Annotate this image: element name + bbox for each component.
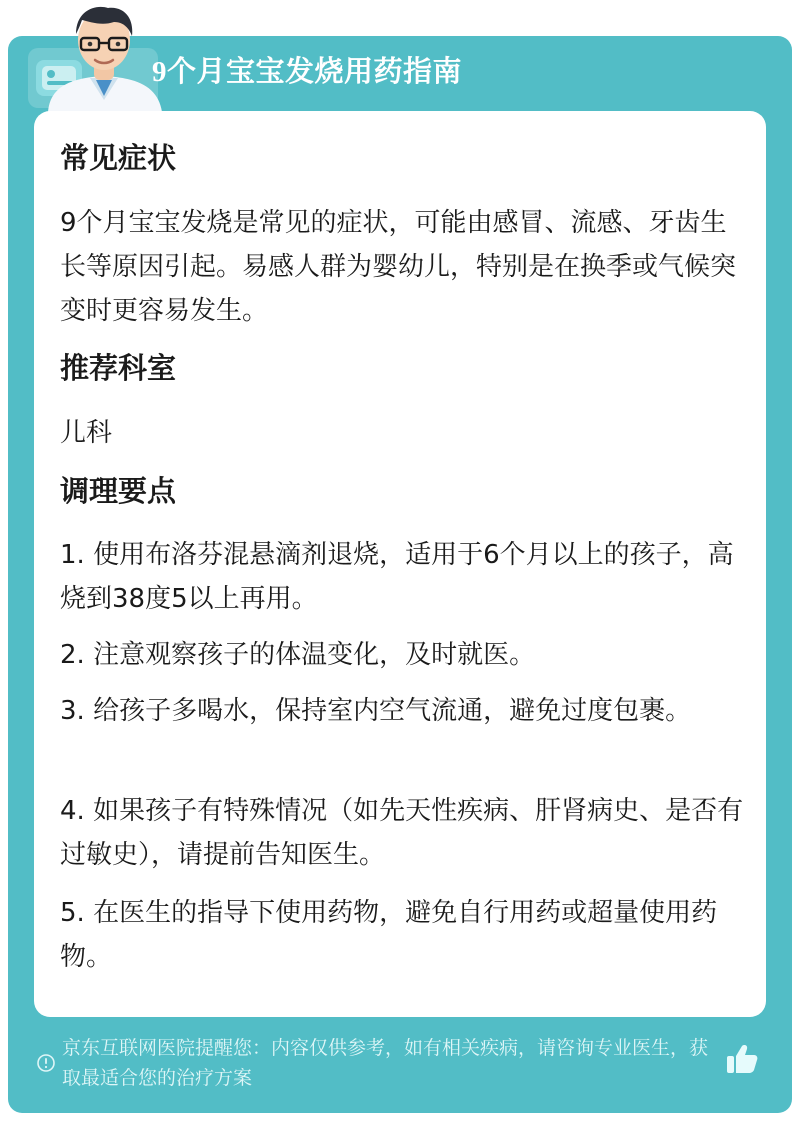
care-item: 2. 注意观察孩子的体温变化，及时就医。	[60, 640, 536, 670]
thumbs-up-icon[interactable]	[724, 1042, 760, 1080]
info-icon	[36, 1053, 56, 1077]
section-title-care: 调理要点	[60, 474, 177, 508]
care-item: 1. 使用布洛芬混悬滴剂退烧，适用于6个月以上的孩子，高烧到38度5以上再用。	[60, 540, 734, 614]
content-card	[34, 111, 766, 1017]
section-title-symptoms: 常见症状	[60, 141, 177, 175]
care-item: 4. 如果孩子有特殊情况（如先天性疾病、肝肾病史、是否有过敏史），请提前告知医生。	[60, 796, 744, 870]
care-item: 3. 给孩子多喝水，保持室内空气流通，避免过度包裹。	[60, 696, 692, 726]
symptoms-text: 9个月宝宝发烧是常见的症状，可能由感冒、流感、牙齿生长等原因引起。易感人群为婴幼儿，特别是在换季或气候突变时更容易发生。	[60, 208, 737, 326]
section-title-department: 推荐科室	[60, 351, 177, 385]
care-item: 5. 在医生的指导下使用药物，避免自行用药或超量使用药物。	[60, 898, 718, 972]
department-text: 儿科	[60, 418, 113, 448]
page-title: 9个月宝宝发烧用药指南	[152, 56, 463, 88]
footer-disclaimer: 京东互联网医院提醒您：内容仅供参考，如有相关疾病，请咨询专业医生，获取最适合您的治疗方案	[62, 1037, 709, 1089]
doctor-avatar-icon	[40, 0, 170, 116]
